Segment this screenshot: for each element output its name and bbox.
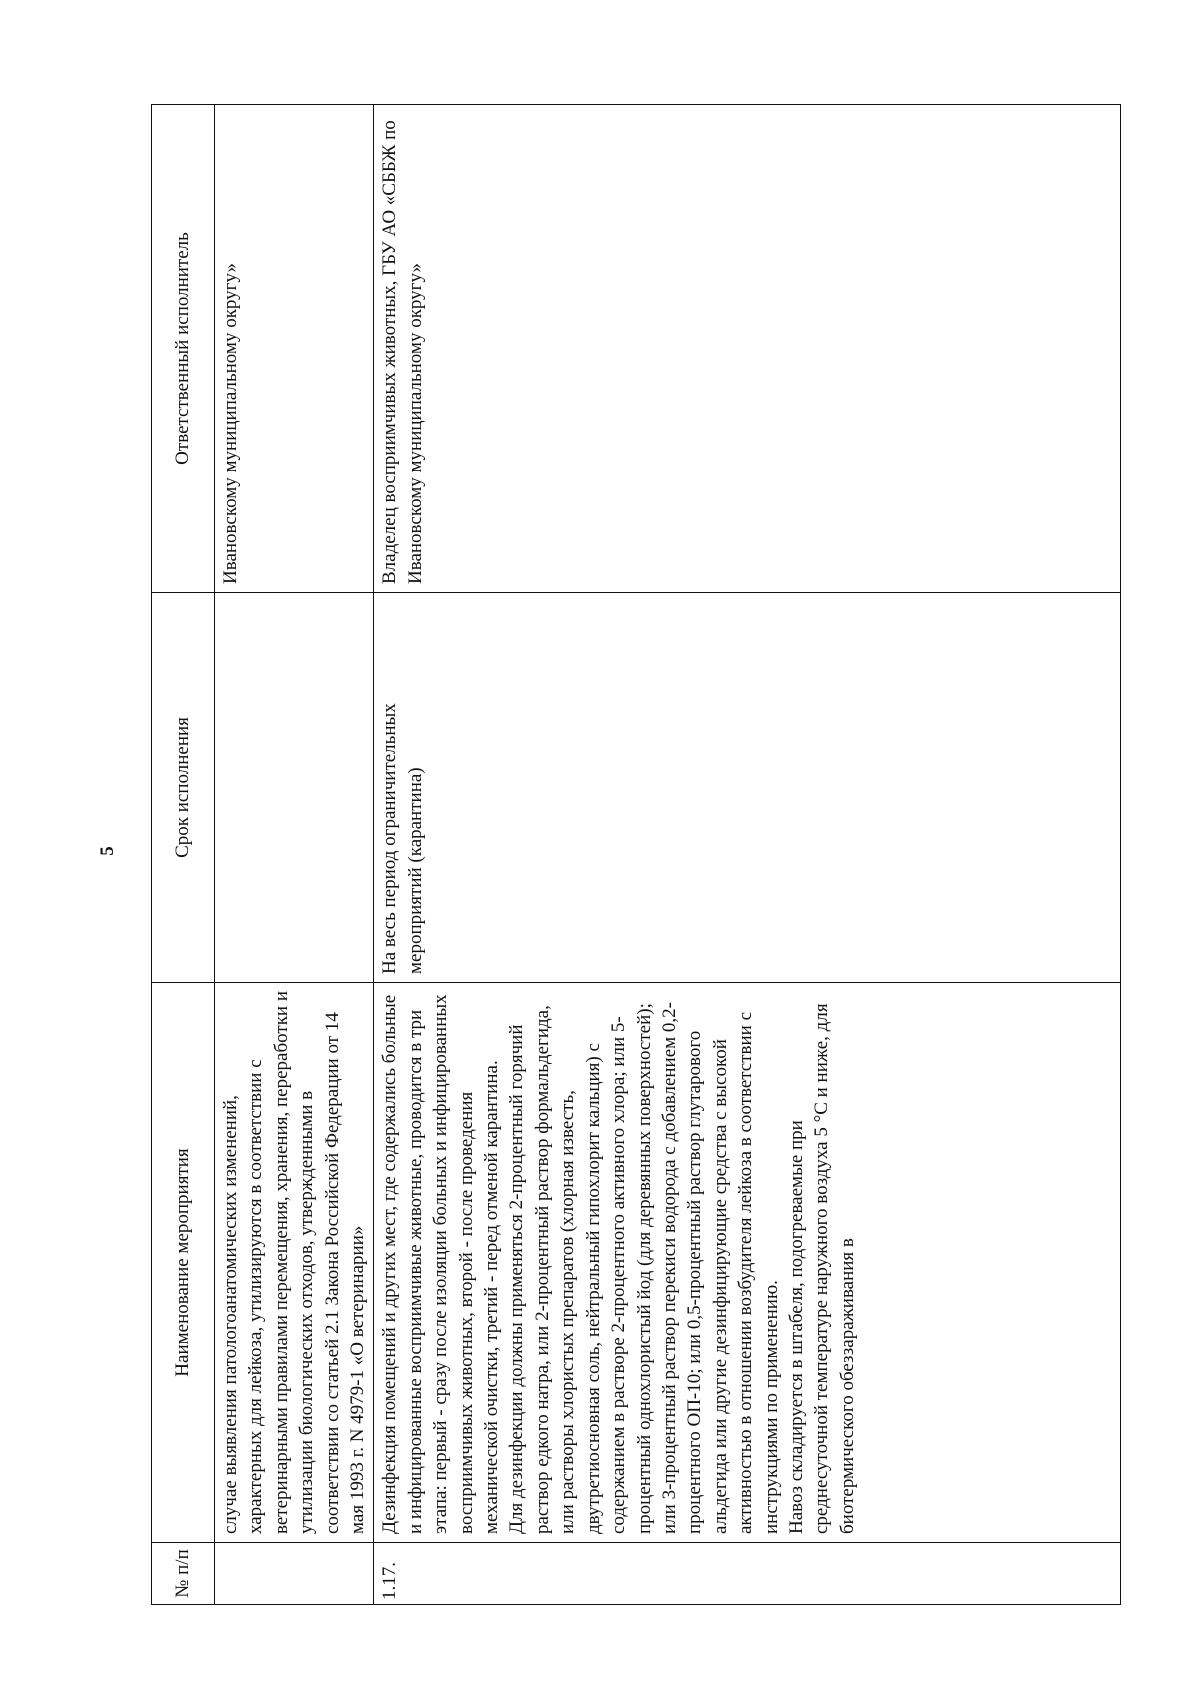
header-num: № п/п <box>152 1543 215 1605</box>
measure-text: случае выявления патологоанатомических изменений, характерных для лейкоза, утилизируются в соответствии с ветеринарными правилами перемещения, хранения, переработки и утилизации биологических отходов, утвержденными в соответствии со статьей 2.1 Закона Российской Федерации от 14 мая 1993 г. N 4979-1 «О ветеринарии» <box>220 990 369 1534</box>
measure-text: Дезинфекция помещений и других мест, где содержались больные и инфицированные восприимчивые животные, проводится в три этапа: первый - сразу после изоляции больных и инфицированных восприимчивых животных, второй - после проведения механической очистки, третий - перед отменой карантина. <box>379 994 503 1534</box>
rotated-table-frame <box>151 105 1121 1605</box>
table-row <box>374 105 1121 1605</box>
measure-text: Для дезинфекции должны применяться 2-процентный горячий раствор едкого натра, или 2-процентный раствор формальдегида, или растворы хлористых препаратов (хлорная известь, двутретиосновная соль, нейтральный гипохлорит кальция) с содержанием в растворе 2-процентного активного хлора; или 5-процентный однохлористый йод (для деревянных поверхностей); или 3-процентный раствор перекиси водорода с добавлением 0,2-процентного ОП-10; или 0,5-процентный раствор глутарового альдегида или другие дезинфицирующие средства с высокой активностью в отношении возбудителя лейкоза в соответствии с инструкциями по применению. <box>506 1002 782 1534</box>
header-term: Срок исполнения <box>152 593 215 983</box>
row-name-cell <box>215 983 374 1543</box>
measures-table <box>151 104 1121 1605</box>
row-term-cell: На весь период ограничительных мероприятий (карантина) <box>374 593 1121 983</box>
table-header-row <box>152 105 215 1605</box>
row-responsible-cell: Владелец восприимчивых животных, ГБУ АО «СББЖ по Ивановскому муниципальному округу» <box>374 105 1121 593</box>
page-number: 5 <box>97 846 118 856</box>
row-term-cell <box>215 593 374 983</box>
row-responsible-cell: Ивановскому муниципальному округу» <box>215 105 374 593</box>
row-name-cell <box>374 983 1121 1543</box>
header-responsible: Ответственный исполнитель <box>152 105 215 593</box>
rotated-table-content <box>151 105 1121 1605</box>
table-row <box>215 105 374 1605</box>
header-name: Наименование мероприятия <box>152 983 215 1543</box>
measure-text: Навоз складируется в штабеля, подогреваемые при среднесуточной температуре наружного воздуха 5 °С и ниже, для биотермического обеззараживания в <box>785 1003 858 1534</box>
row-num-cell <box>215 1543 374 1605</box>
row-num-cell: 1.17. <box>374 1543 1121 1605</box>
